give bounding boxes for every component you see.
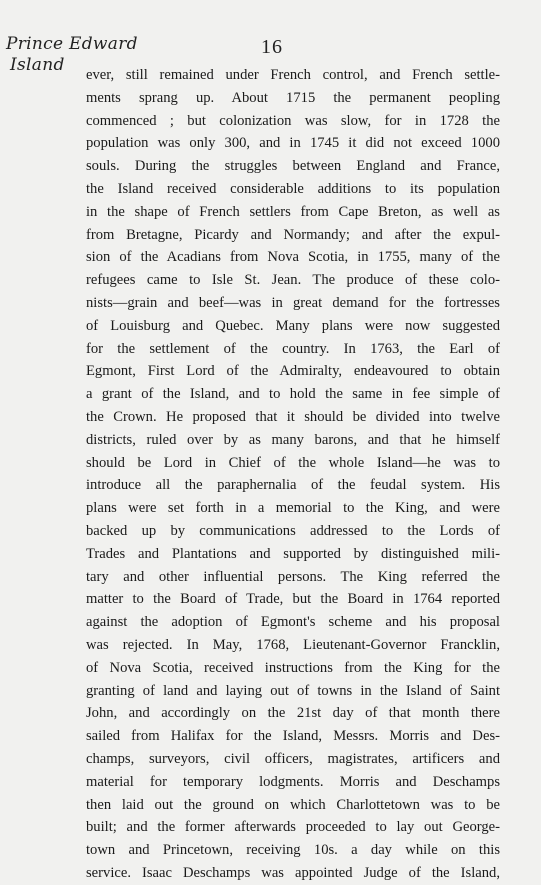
text-line: Egmont, First Lord of the Admiralty, endeavoured to obtain bbox=[86, 363, 500, 380]
text-line: built; and the former afterwards proceeded to lay out George- bbox=[86, 819, 500, 836]
page-number: 16 bbox=[261, 36, 283, 58]
text-line: material for temporary lodgments. Morris and Deschamps bbox=[86, 773, 500, 790]
body-text bbox=[86, 64, 500, 885]
text-line: districts, ruled over by as many barons, and that he himself bbox=[86, 431, 500, 448]
text-line: souls. During the struggles between England and France, bbox=[86, 158, 500, 175]
text-line: champs, surveyors, civil officers, magistrates, artificers and bbox=[86, 750, 500, 767]
text-line: sion of the Acadians from Nova Scotia, in 1755, many of the bbox=[86, 249, 500, 266]
running-title-line-1: Prince Edward bbox=[6, 34, 138, 54]
text-line: from Bretagne, Picardy and Normandy; and after the expul- bbox=[86, 226, 500, 243]
text-line: of Nova Scotia, received instructions from the King for the bbox=[86, 659, 500, 676]
text-line: refugees came to Isle St. Jean. The produce of these colo- bbox=[86, 272, 500, 289]
text-line: ments sprang up. About 1715 the permanent peopling bbox=[86, 89, 500, 106]
text-line: John, and accordingly on the 21st day of that month there bbox=[86, 705, 500, 722]
text-line: should be Lord in Chief of the whole Island—he was to bbox=[86, 454, 500, 471]
text-line: service. Isaac Deschamps was appointed Judge of the Island, bbox=[86, 864, 500, 881]
running-title-line-2: Island bbox=[10, 55, 65, 75]
text-line: for the settlement of the country. In 1763, the Earl of bbox=[86, 340, 500, 357]
text-line: population was only 300, and in 1745 it did not exceed 1000 bbox=[86, 135, 500, 152]
text-line: a grant of the Island, and to hold the same in fee simple of bbox=[86, 386, 500, 403]
text-line: granting of land and laying out of towns in the Island of Saint bbox=[86, 682, 500, 699]
text-line: was rejected. In May, 1768, Lieutenant-Governor Francklin, bbox=[86, 636, 500, 653]
text-line: backed up by communications addressed to the Lords of bbox=[86, 522, 500, 539]
text-line: town and Princetown, receiving 10s. a day while on this bbox=[86, 842, 500, 859]
text-line: the Crown. He proposed that it should be divided into twelve bbox=[86, 408, 500, 425]
text-line: introduce all the paraphernalia of the feudal system. His bbox=[86, 477, 500, 494]
text-line: the Island received considerable additions to its population bbox=[86, 180, 500, 197]
text-line: commenced ; but colonization was slow, for in 1728 the bbox=[86, 112, 500, 129]
text-line: ever, still remained under French control, and French settle- bbox=[86, 67, 500, 83]
text-line: plans were set forth in a memorial to the King, and were bbox=[86, 500, 500, 517]
text-line: against the adoption of Egmont's scheme and his proposal bbox=[86, 614, 500, 631]
text-line: sailed from Halifax for the Island, Messrs. Morris and Des- bbox=[86, 728, 500, 745]
text-line: tary and other influential persons. The King referred the bbox=[86, 568, 500, 585]
text-line: matter to the Board of Trade, but the Board in 1764 reported bbox=[86, 591, 500, 608]
text-line: then laid out the ground on which Charlottetown was to be bbox=[86, 796, 500, 813]
text-line: Trades and Plantations and supported by distinguished mili- bbox=[86, 545, 500, 562]
text-line: nists—grain and beef—was in great demand for the fortresses bbox=[86, 294, 500, 311]
text-line: of Louisburg and Quebec. Many plans were now suggested bbox=[86, 317, 500, 334]
text-line: in the shape of French settlers from Cape Breton, as well as bbox=[86, 203, 500, 220]
